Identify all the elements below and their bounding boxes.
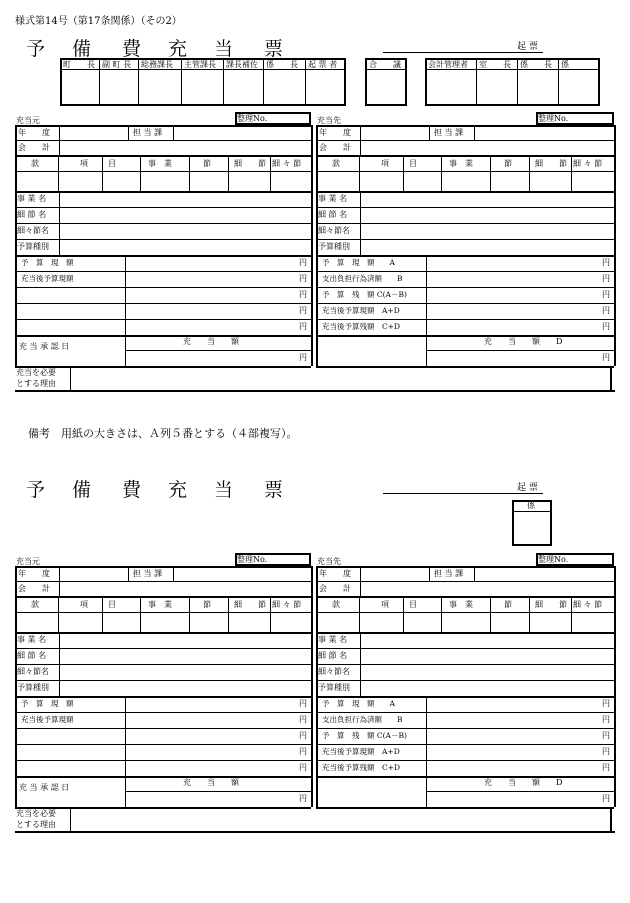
right-col-label: 目 (409, 600, 417, 609)
rule-line (15, 303, 311, 304)
rule-line (15, 255, 311, 257)
rule-line (58, 155, 59, 191)
rule-line (425, 69, 600, 70)
left-nendo-label: 年 度 (18, 128, 50, 137)
approval-label: 総務課長 (141, 60, 173, 69)
rule-line (365, 69, 407, 70)
rule-line (316, 125, 318, 366)
rule-line (383, 52, 543, 53)
yen-unit: 円 (602, 699, 610, 708)
right-col-label: 節 (504, 159, 512, 168)
rule-line (517, 58, 518, 106)
right-col-label: 細 節 (535, 159, 567, 168)
right-col-label: 項 (381, 159, 389, 168)
right-col-label: 款 (332, 600, 340, 609)
rule-line (316, 255, 614, 257)
rule-line (316, 776, 614, 778)
left-col-label: 節 (203, 600, 211, 609)
left-seiri-label: 整理No. (237, 555, 268, 564)
left-col-label: 細 々 節 (272, 159, 302, 168)
left-col-label: 目 (108, 159, 116, 168)
yen-unit: 円 (602, 353, 610, 362)
left-row-label: 予算種別 (17, 683, 49, 692)
left-nendo-label: 年 度 (18, 569, 50, 578)
rule-line (228, 155, 229, 191)
left-kaikei-label: 会 計 (18, 584, 50, 593)
left-col-label: 項 (80, 600, 88, 609)
title-char: 当 (214, 38, 234, 60)
rule-line (60, 69, 346, 70)
title-char: 備 (72, 479, 92, 501)
rule-line (70, 807, 71, 831)
rule-line (15, 155, 311, 157)
rule-line (316, 303, 614, 304)
rule-line (316, 171, 614, 172)
reason-label-2: とする理由 (16, 820, 56, 829)
title-char: 当 (214, 479, 234, 501)
left-heading: 充当元 (16, 116, 40, 125)
right-col-label: 節 (504, 600, 512, 609)
rule-line (223, 58, 224, 106)
yen-unit: 円 (299, 290, 307, 299)
rule-line (140, 596, 141, 632)
left-col-label: 事 業 (148, 600, 172, 609)
right-nendo-label: 年 度 (319, 128, 351, 137)
rule-line (360, 191, 361, 255)
rule-line (15, 566, 17, 807)
right-amount-label: 支出負担行為済額 B (322, 715, 403, 724)
rule-line (429, 566, 430, 581)
rule-line (426, 255, 427, 335)
rule-line (316, 596, 614, 598)
rule-line (316, 760, 614, 761)
rule-line (610, 807, 612, 831)
yen-unit: 円 (602, 258, 610, 267)
rule-line (610, 366, 612, 390)
rule-line (125, 696, 126, 776)
kihyo-label: 起 票 (517, 483, 538, 493)
rule-line (316, 271, 614, 272)
rule-line (490, 596, 491, 632)
rule-line (474, 566, 475, 581)
approval-label: 係 (527, 501, 535, 510)
kihyo-label: 起 票 (517, 42, 538, 52)
rule-line (125, 255, 126, 335)
left-col-label: 事 業 (148, 159, 172, 168)
form-number: 様式第14号（第17条関係）（その2） (15, 16, 182, 27)
rule-line (316, 335, 614, 337)
rule-line (316, 566, 318, 807)
left-amount-label: 予 算 現 額 (21, 699, 74, 708)
left-juto-label: 充 当 額 (183, 778, 239, 787)
rule-line (15, 581, 311, 582)
approval-label: 係 長 (520, 60, 552, 69)
rule-line (15, 390, 615, 392)
rule-line (571, 155, 572, 191)
right-seiri-label: 整理No. (538, 555, 569, 564)
title-char: 費 (122, 38, 142, 60)
right-row-label: 細々節名 (318, 226, 350, 235)
rule-line (270, 155, 271, 191)
right-amount-label: 充当後予算現額 A+D (322, 306, 400, 315)
left-row-label: 細 節 名 (17, 210, 47, 219)
rule-line (476, 58, 477, 106)
rule-line (128, 125, 129, 140)
rule-line (311, 566, 313, 807)
approval-label: 町 長 (63, 60, 95, 69)
rule-line (15, 596, 311, 598)
reason-label-2: とする理由 (16, 379, 56, 388)
rule-line (316, 744, 614, 745)
rule-line (15, 125, 17, 366)
rule-line (360, 632, 361, 696)
rule-line (426, 350, 614, 351)
rule-line (316, 728, 614, 729)
right-col-label: 細 節 (535, 600, 567, 609)
right-amount-label: 充当後予算残額 C+D (322, 763, 401, 772)
rule-line (173, 125, 174, 140)
left-tantoka-label: 担 当 課 (133, 128, 163, 137)
left-col-label: 細 節 (234, 600, 266, 609)
right-col-label: 細 々 節 (573, 600, 603, 609)
yen-unit: 円 (602, 274, 610, 283)
reason-label-1: 充当を必要 (16, 809, 56, 818)
rule-line (138, 58, 139, 106)
rule-line (140, 155, 141, 191)
rule-line (441, 596, 442, 632)
left-row-label: 細々節名 (17, 226, 49, 235)
left-col-label: 細 々 節 (272, 600, 302, 609)
rule-line (571, 596, 572, 632)
right-seiri-label: 整理No. (538, 114, 569, 123)
right-col-label: 目 (409, 159, 417, 168)
rule-line (316, 712, 614, 713)
rule-line (403, 155, 404, 191)
left-heading: 充当元 (16, 557, 40, 566)
left-amount-label: 予 算 現 額 (21, 258, 74, 267)
rule-line (181, 58, 182, 106)
rule-line (429, 125, 430, 140)
rule-line (70, 366, 71, 390)
right-amount-label: 充当後予算現額 A+D (322, 747, 400, 756)
rule-line (614, 566, 616, 807)
approval-label: 係 (561, 60, 569, 69)
yen-unit: 円 (299, 763, 307, 772)
yen-unit: 円 (602, 731, 610, 740)
yen-unit: 円 (299, 699, 307, 708)
right-row-label: 細々節名 (318, 667, 350, 676)
yen-unit: 円 (602, 794, 610, 803)
yen-unit: 円 (299, 353, 307, 362)
yen-unit: 円 (299, 715, 307, 724)
right-tantoka-label: 担 当 課 (434, 128, 464, 137)
left-approval-date-label: 充 当 承 認 日 (19, 783, 70, 792)
rule-line (529, 596, 530, 632)
approval-label: 副 町 長 (102, 60, 132, 69)
rule-line (529, 155, 530, 191)
yen-unit: 円 (299, 747, 307, 756)
left-row-label: 細々節名 (17, 667, 49, 676)
yen-unit: 円 (299, 322, 307, 331)
right-amount-label: 支出負担行為済額 B (322, 274, 403, 283)
left-row-label: 事 業 名 (17, 194, 47, 203)
rule-line (311, 125, 313, 366)
rule-line (15, 140, 311, 141)
yen-unit: 円 (299, 274, 307, 283)
yen-unit: 円 (602, 322, 610, 331)
rule-line (15, 728, 311, 729)
right-amount-label: 予 算 残 額 C(A－B) (322, 290, 407, 299)
left-col-label: 項 (80, 159, 88, 168)
title-char: 予 (26, 38, 46, 60)
yen-unit: 円 (299, 258, 307, 267)
left-col-label: 款 (31, 159, 39, 168)
rule-line (316, 140, 614, 141)
rule-line (15, 335, 311, 337)
left-row-label: 予算種別 (17, 242, 49, 251)
right-row-label: 予算種別 (318, 242, 350, 251)
right-nendo-label: 年 度 (319, 569, 351, 578)
yen-unit: 円 (299, 731, 307, 740)
title-char: 充 (168, 479, 188, 501)
title-char: 票 (264, 479, 284, 501)
rule-line (316, 696, 614, 698)
approval-label: 課長補佐 (226, 60, 258, 69)
rule-line (99, 58, 100, 106)
rule-line (426, 696, 427, 776)
rule-line (474, 125, 475, 140)
rule-line (102, 155, 103, 191)
left-col-label: 目 (108, 600, 116, 609)
left-row-label: 事 業 名 (17, 635, 47, 644)
rule-line (15, 807, 311, 809)
right-row-label: 予算種別 (318, 683, 350, 692)
rule-line (15, 760, 311, 761)
right-kaikei-label: 会 計 (319, 584, 351, 593)
yen-unit: 円 (602, 306, 610, 315)
yen-unit: 円 (602, 747, 610, 756)
right-juto-label: 充 当 額 D (484, 778, 563, 787)
rule-line (59, 632, 60, 696)
right-juto-label: 充 当 額 D (484, 337, 563, 346)
right-kaikei-label: 会 計 (319, 143, 351, 152)
right-amount-label: 予 算 現 額 A (322, 699, 395, 708)
right-heading: 充当先 (317, 557, 341, 566)
rule-line (59, 191, 60, 255)
title-char: 予 (26, 479, 46, 501)
rule-line (316, 366, 614, 368)
left-amount-label: 充当後予算現額 (21, 715, 74, 724)
rule-line (263, 58, 264, 106)
title-char: 票 (264, 38, 284, 60)
approval-label: 会計管理者 (428, 60, 468, 69)
approval-label: 主管課長 (184, 60, 216, 69)
right-heading: 充当先 (317, 116, 341, 125)
rule-line (173, 566, 174, 581)
rule-line (305, 58, 306, 106)
yen-unit: 円 (602, 763, 610, 772)
yen-unit: 円 (299, 794, 307, 803)
rule-line (490, 155, 491, 191)
rule-line (15, 696, 311, 698)
rule-line (359, 596, 360, 632)
yen-unit: 円 (299, 306, 307, 315)
left-kaikei-label: 会 計 (18, 143, 50, 152)
right-amount-label: 予 算 残 額 C(A－B) (322, 731, 407, 740)
rule-line (316, 807, 614, 809)
left-juto-label: 充 当 額 (183, 337, 239, 346)
rule-line (125, 791, 311, 792)
right-col-label: 項 (381, 600, 389, 609)
rule-line (316, 319, 614, 320)
rule-line (316, 581, 614, 582)
rule-line (15, 776, 311, 778)
yen-unit: 円 (602, 290, 610, 299)
left-tantoka-label: 担 当 課 (133, 569, 163, 578)
right-col-label: 款 (332, 159, 340, 168)
rule-line (558, 58, 559, 106)
rule-line (228, 596, 229, 632)
right-tantoka-label: 担 当 課 (434, 569, 464, 578)
left-col-label: 節 (203, 159, 211, 168)
rule-line (15, 319, 311, 320)
right-col-label: 事 業 (449, 600, 473, 609)
title-char: 充 (168, 38, 188, 60)
rule-line (316, 155, 614, 157)
rule-line (15, 712, 311, 713)
right-row-label: 事 業 名 (318, 635, 348, 644)
title-char: 費 (122, 479, 142, 501)
approval-label: 合 議 (369, 60, 401, 69)
rule-line (270, 596, 271, 632)
approval-label: 室 長 (479, 60, 511, 69)
rule-line (383, 493, 543, 494)
note: 備考 用紙の大きさは、Ａ列５番とする（４部複写）。 (28, 427, 298, 440)
left-approval-date-label: 充 当 承 認 日 (19, 342, 70, 351)
rule-line (189, 155, 190, 191)
reason-label-1: 充当を必要 (16, 368, 56, 377)
rule-line (58, 596, 59, 632)
left-row-label: 細 節 名 (17, 651, 47, 660)
left-seiri-label: 整理No. (237, 114, 268, 123)
rule-line (426, 791, 614, 792)
rule-line (441, 155, 442, 191)
rule-line (189, 596, 190, 632)
rule-line (316, 287, 614, 288)
title-char: 備 (72, 38, 92, 60)
left-col-label: 細 節 (234, 159, 266, 168)
rule-line (15, 366, 311, 368)
left-col-label: 款 (31, 600, 39, 609)
right-row-label: 細 節 名 (318, 210, 348, 219)
rule-line (125, 350, 311, 351)
rule-line (15, 612, 311, 613)
rule-line (316, 612, 614, 613)
right-amount-label: 予 算 現 額 A (322, 258, 395, 267)
rule-line (15, 271, 311, 272)
yen-unit: 円 (602, 715, 610, 724)
rule-line (15, 287, 311, 288)
rule-line (102, 596, 103, 632)
left-amount-label: 充当後予算現額 (21, 274, 74, 283)
right-col-label: 細 々 節 (573, 159, 603, 168)
rule-line (15, 744, 311, 745)
rule-line (359, 155, 360, 191)
rule-line (614, 125, 616, 366)
rule-line (403, 596, 404, 632)
rule-line (512, 511, 552, 512)
rule-line (15, 171, 311, 172)
approval-label: 起 票 者 (308, 60, 338, 69)
right-col-label: 事 業 (449, 159, 473, 168)
right-row-label: 細 節 名 (318, 651, 348, 660)
right-row-label: 事 業 名 (318, 194, 348, 203)
approval-label: 係 長 (266, 60, 298, 69)
rule-line (128, 566, 129, 581)
rule-line (15, 831, 615, 833)
right-amount-label: 充当後予算残額 C+D (322, 322, 401, 331)
